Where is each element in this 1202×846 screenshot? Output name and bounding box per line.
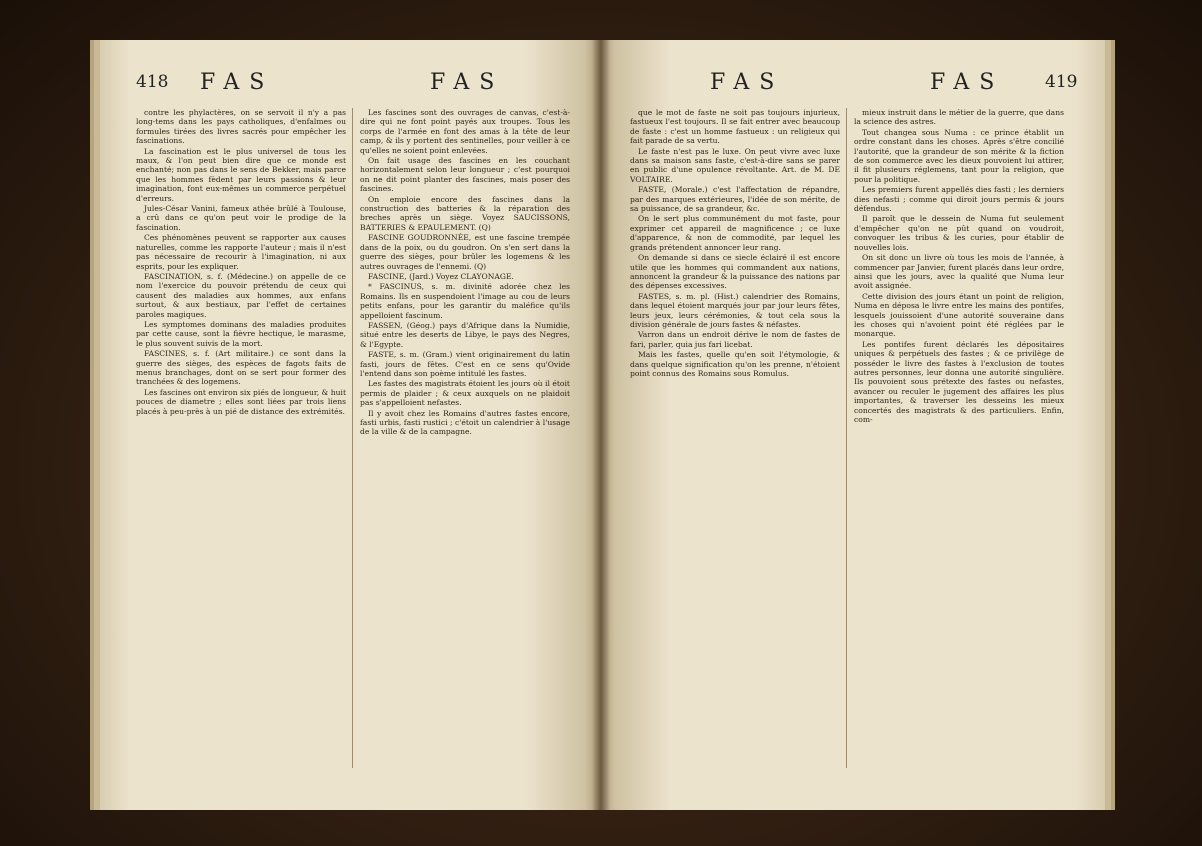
column-divider <box>352 108 353 768</box>
paragraph: FASCINE GOUDRONNÉE, est une fascine trempée dans de la poix, ou du goudron. On s'en sert dans la guerre des sièges, pour brûler les logemens & les autres ouvrages de l'ennemi. (Q) <box>360 233 570 271</box>
paragraph: On demande si dans ce siecle éclairé il est encore utile que les hommes qui commandent aux nations, annoncent la grandeur & la puissance des nations par des dépenses excessives. <box>630 253 840 291</box>
paragraph: Mais les fastes, quelle qu'en soit l'étymologie, & dans quelque signification qu'on les prenne, n'étoient point connus des Romains sous Romulus. <box>630 350 840 378</box>
paragraph: On sit donc un livre où tous les mois de l'année, à commencer par Janvier, furent placés dans leur ordre, ainsi que les jours, avec la qualité que Numa leur avoit assignée. <box>854 253 1064 291</box>
right-page-number: 419 <box>1045 72 1078 92</box>
left-running-head-1: FAS <box>200 70 275 95</box>
book-gutter <box>592 40 610 810</box>
paragraph: Il paroît que le dessein de Numa fut seulement d'empêcher qu'on ne pût quand on voudroit, convoquer les tribus & les curies, pour établir de nouvelles lois. <box>854 214 1064 252</box>
column-divider <box>846 108 847 768</box>
paragraph: La fascination est le plus universel de tous les maux, & l'on peut bien dire que ce monde est enchanté; non pas dans le sens de Bekker, mais parce que les hommes fèdent par leurs passions & leur imagination, font eux-mêmes un commerce perpétuel d'erreurs. <box>136 146 346 203</box>
left-running-head-2: FAS <box>430 70 505 95</box>
left-column-2 <box>360 108 570 438</box>
paragraph: FASTE, (Morale.) c'est l'affectation de répandre, par des marques extérieures, l'idée de son mérite, de sa puissance, de sa grandeur, &c. <box>630 185 840 214</box>
paragraph: Cette division des jours étant un point de religion, Numa en déposa le livre entre les mains des pontifes, lesquels jouissoient d'une autorité souveraine dans les choses qui n'avoient point été réglées par le monarque. <box>854 291 1064 339</box>
paragraph: FASCINE, (Jard.) Voyez CLAYONAGE. <box>368 271 514 281</box>
paragraph: Les fascines sont des ouvrages de canvas, c'est-à-dire qui ne font point payés aux troupes. Tous les corps de l'armée en font des amas à la tête de leur camp, & ils y portent des sentinelles, pour veiller à ce qu'elles ne soient point enlevées. <box>360 108 570 155</box>
right-column-2 <box>854 108 1064 425</box>
right-page <box>600 40 1105 810</box>
paragraph: * FASCINUS, s. m. divinité adorée chez les Romains. Ils en suspendoient l'image au cou de leurs petits enfans, pour les garantir du maléfice qu'ils appelloient fascinum. <box>360 282 570 320</box>
paragraph: que le mot de faste ne soit pas toujours injurieux, fastueux l'est toujours. Il se fait entrer avec beaucoup de faste : c'est un homme fastueux : un religieux qui fait parade de sa vertu. <box>630 108 840 146</box>
right-running-head-1: FAS <box>710 70 785 95</box>
left-page <box>100 40 600 810</box>
right-column-1 <box>630 108 840 379</box>
paragraph: FASTE, s. m. (Gram.) vient originairement du latin fasti, jours de fêtes. C'est en ce sens qu'Ovide l'entend dans son poème intitulé les fastes. <box>360 350 570 378</box>
paragraph: Le faste n'est pas le luxe. On peut vivre avec luxe dans sa maison sans faste, c'est-à-dire sans se parer en public d'une opulence révoltante. Art. de M. DE VOLTAIRE. <box>630 146 840 184</box>
paragraph: Les premiers furent appellés dies fasti ; les derniers dies nefasti ; comme qui diroit jours permis & jours défendus. <box>854 185 1064 214</box>
paragraph: On le sert plus communément du mot faste, pour exprimer cet appareil de magnificence ; ce luxe d'apparence, & non de commodité, par lequel les grands prétendent annoncer leur rang. <box>630 214 840 252</box>
paragraph: Les fascines ont environ six piés de longueur, & huit pouces de diametre ; elles sont liées par trois liens placés à peu-près à un pié de distance des extrémités. <box>136 387 346 416</box>
paragraph: Jules-César Vanini, fameux athée brûlé à Toulouse, a crû dans ce qu'on peut voir le prodige de la fascination. <box>136 204 346 232</box>
paragraph: FASSEN, (Géog.) pays d'Afrique dans la Numidie, situé entre les deserts de Libye, le pays des Negres, & l'Egypte. <box>360 320 570 349</box>
paragraph: On fait usage des fascines en les couchant horizontalement selon leur longueur ; c'est pourquoi on ne dit point planter des fascines, mais poser des fascines. <box>360 156 570 194</box>
paragraph: Il y avoit chez les Romains d'autres fastes encore, fasti urbis, fasti rustici ; c'étoit un calendrier à l'usage de la ville & de la campagne. <box>360 408 570 437</box>
paragraph: Tout changea sous Numa : ce prince établit un ordre constant dans les choses. Après s'être concilié l'autorité, que la grandeur de son mérite & la fiction de son commerce avec les dieux pouvoient lui attirer, il fit plusieurs réglemens, tant pour la religion, que pour la politique. <box>854 127 1064 184</box>
paragraph: mieux instruit dans le métier de la guerre, que dans la science des astres. <box>854 108 1064 127</box>
paragraph: FASTES, s. m. pl. (Hist.) calendrier des Romains, dans lequel étoient marqués jour par jour leurs fêtes, leurs jeux, leurs cérémonies, & tout cela sous la division générale de jours fastes & néfastes. <box>630 291 840 329</box>
paragraph: contre les phylactères, on se servoit il n'y a pas long-tems dans les pays catholiques, d'enfalmes ou formules tirées des livres sacrés pour empêcher les fascinations. <box>136 108 346 146</box>
paragraph: Les fastes des magistrats étoient les jours où il étoit permis de plaider ; & ceux auxquels on ne plaidoit pas s'appelloient nefastes. <box>360 379 570 408</box>
paragraph: FASCINES, s. f. (Art militaire.) ce sont dans la guerre des sièges, des espèces de fagots faits de menus branchages, dont on se sert pour former des tranchées & des logemens. <box>136 349 346 387</box>
paragraph: Ces phénomènes peuvent se rapporter aux causes naturelles, comme les rapporte l'auteur ; mais il n'est pas nécessaire de recourir à l'imagination, ni aux esprits, pour les expliquer. <box>136 233 346 271</box>
paragraph: FASCINATION, s. f. (Médecine.) on appelle de ce nom l'exercice du pouvoir prétendu de ceux qui causent des maladies aux hommes, aux enfans surtout, & aux bestiaux, par l'effet de certaines paroles magiques. <box>136 271 346 319</box>
left-column-1 <box>136 108 346 417</box>
paragraph: Les pontifes furent déclarés les dépositaires uniques & perpétuels des fastes ; & ce privilège de posséder le livre des fastes à l'exclusion de toutes autres personnes, leur donna une autorité singulière. Ils pouvoient sous prétexte des fastes ou nefastes, avancer ou reculer le jugement des affaires les plus importantes, & traverser les desseins les mieux concertés des magistrats & des particuliers. Enfin, com- <box>854 339 1064 424</box>
right-running-head-2: FAS <box>930 70 1005 95</box>
paragraph: On emploie encore des fascines dans la construction des batteries & la réparation des breches après un siège. Voyez SAUCISSONS, BATTERIES & EPAULEMENT. (Q) <box>360 194 570 232</box>
paragraph: Les symptomes dominans des maladies produites par cette cause, sont la fièvre hectique, le marasme, le plus souvent suivis de la mort. <box>136 319 346 348</box>
paragraph: Varron dans un endroit dérive le nom de fastes de fari, parler, quia jus fari licebat. <box>630 330 840 349</box>
left-page-number: 418 <box>136 72 169 92</box>
